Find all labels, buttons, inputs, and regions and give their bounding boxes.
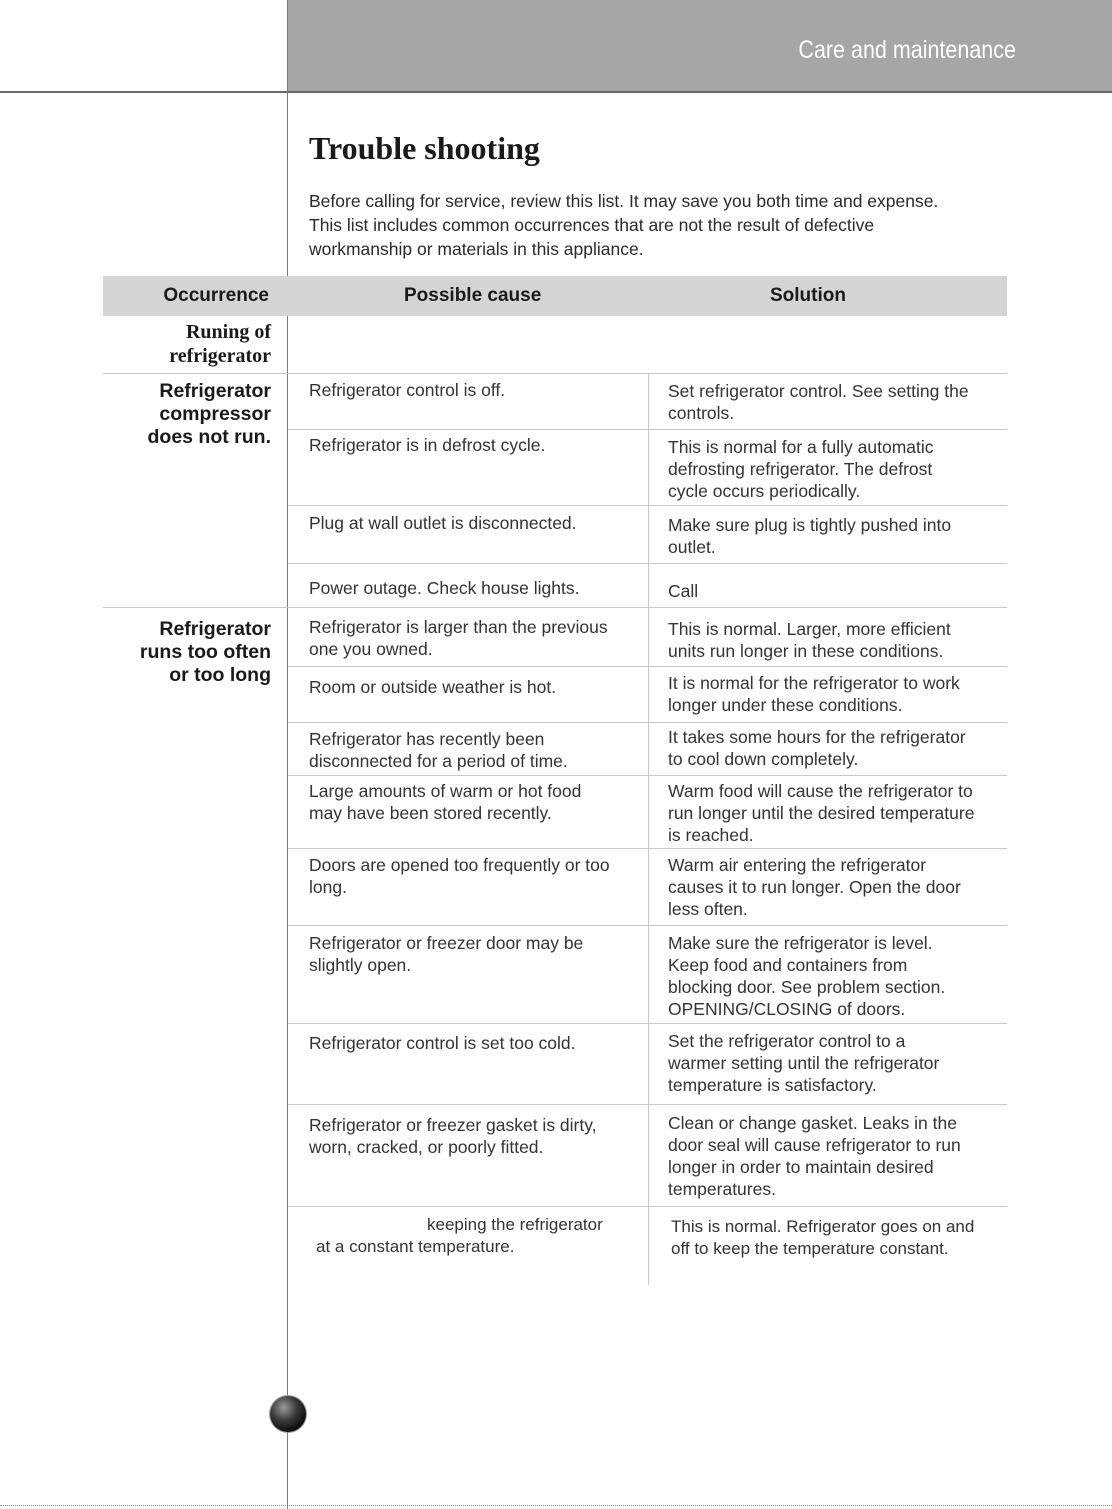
cause-cell <box>309 512 577 534</box>
page-bottom-rule <box>0 1505 1112 1506</box>
cause-line: Refrigerator is larger than the previous <box>309 617 608 637</box>
solution-line: run longer until the desired temperature <box>668 803 975 823</box>
solution-cell <box>668 436 934 502</box>
section-label-line: refrigerator <box>169 345 271 367</box>
cause-cell <box>309 577 579 599</box>
solution-cell <box>671 1216 974 1260</box>
solution-line: Clean or change gasket. Leaks in the <box>668 1113 957 1133</box>
occurrence-line: or too long <box>169 664 271 686</box>
cause-line: Refrigerator is in defrost cycle. <box>309 435 546 455</box>
cause-line: worn, cracked, or poorly fitted. <box>309 1137 544 1157</box>
solution-cell <box>668 672 960 716</box>
solution-line: longer in order to maintain desired <box>668 1157 934 1177</box>
cause-line: Refrigerator control is off. <box>309 380 506 400</box>
cause-line: slightly open. <box>309 955 412 975</box>
solution-line: It is normal for the refrigerator to work <box>668 673 960 693</box>
cause-cell <box>309 932 583 976</box>
cause-line: Refrigerator control is set too cold. <box>309 1033 576 1053</box>
occurrence-line: does not run. <box>147 426 271 448</box>
cause-line: one you owned. <box>309 639 433 659</box>
page-title: Trouble shooting <box>309 130 540 166</box>
cause-line: Doors are opened too frequently or too <box>309 855 610 875</box>
solution-cell <box>668 780 974 846</box>
solution-cell <box>668 854 961 920</box>
intro-paragraph <box>309 189 999 261</box>
solution-line: cycle occurs periodically. <box>668 481 861 501</box>
solution-line: units run longer in these conditions. <box>668 641 944 661</box>
solution-line: controls. <box>668 403 735 423</box>
solution-line: temperatures. <box>668 1179 776 1199</box>
cause-line: Refrigerator or freezer door may be <box>309 933 584 953</box>
cause-line: long. <box>309 877 347 897</box>
solution-line: Warm air entering the refrigerator <box>668 855 927 875</box>
intro-line: Before calling for service, review this list. It may save you both time and expense. <box>309 191 939 211</box>
cause-cell <box>309 379 505 401</box>
occurrence-line: runs too often <box>139 641 271 663</box>
row-divider <box>103 373 1007 374</box>
cause-line: at a constant temperature. <box>316 1237 515 1256</box>
cause-cell <box>309 434 545 456</box>
occurrence-line: compressor <box>159 403 271 425</box>
solution-cell <box>668 514 951 558</box>
cause-line: Room or outside weather is hot. <box>309 677 557 697</box>
solution-line: outlet. <box>668 537 716 557</box>
cause-cell <box>309 780 581 824</box>
section-label-line: Runing of <box>185 321 271 343</box>
header-occurrence: Occurrence <box>163 285 269 306</box>
solution-line: Set the refrigerator control to a <box>668 1031 906 1051</box>
solution-line: to cool down completely. <box>668 749 859 769</box>
header-band <box>288 0 1112 91</box>
solution-line: Call <box>668 581 699 601</box>
solution-line: Warm food will cause the refrigerator to <box>668 781 973 801</box>
solution-line: temperature is satisfactory. <box>668 1075 877 1095</box>
solution-line: Keep food and containers from <box>668 955 908 975</box>
solution-cell <box>668 932 945 1020</box>
solution-line: Make sure plug is tightly pushed into <box>668 515 952 535</box>
cause-line: disconnected for a period of time. <box>309 751 568 771</box>
occurrence-label <box>148 380 272 449</box>
solution-line: is reached. <box>668 825 754 845</box>
cause-cell <box>309 676 556 698</box>
cause-cell <box>316 1214 603 1258</box>
solution-cell <box>668 580 698 602</box>
solution-line: It takes some hours for the refrigerator <box>668 727 966 747</box>
cause-line: Refrigerator has recently been <box>309 729 545 749</box>
solution-cell <box>668 1112 961 1200</box>
cause-line: Large amounts of warm or hot food <box>309 781 582 801</box>
section-label <box>169 320 271 368</box>
solution-cell <box>668 726 966 770</box>
margin-rule <box>287 0 288 1509</box>
row-divider <box>103 607 1007 608</box>
solution-line: less often. <box>668 899 748 919</box>
solution-cell <box>668 1030 939 1096</box>
solution-line: door seal will cause refrigerator to run <box>668 1135 961 1155</box>
solution-line: defrosting refrigerator. The defrost <box>668 459 933 479</box>
intro-line: workmanship or materials in this appliance. <box>309 239 644 259</box>
section-title: Care and maintenance <box>798 36 1016 64</box>
solution-line: blocking door. See problem section. <box>668 977 946 997</box>
header-possible-cause: Possible cause <box>404 285 542 306</box>
table-header <box>103 276 1007 316</box>
cause-line: keeping the refrigerator <box>427 1215 603 1234</box>
cause-cell <box>309 1032 576 1054</box>
occurrence-line: Refrigerator <box>159 380 271 402</box>
column-divider <box>648 374 649 1285</box>
cause-cell <box>309 1114 597 1158</box>
cause-line: Plug at wall outlet is disconnected. <box>309 513 577 533</box>
cause-cell <box>309 854 610 898</box>
solution-line: This is normal. Refrigerator goes on and <box>671 1217 975 1236</box>
cause-cell <box>309 728 568 772</box>
cause-cell <box>309 616 608 660</box>
solution-line: This is normal for a fully automatic <box>668 437 934 457</box>
solution-line: longer under these conditions. <box>668 695 903 715</box>
solution-line: Make sure the refrigerator is level. <box>668 933 933 953</box>
solution-line: This is normal. Larger, more efficient <box>668 619 951 639</box>
solution-cell <box>668 380 969 424</box>
solution-line: OPENING/CLOSING of doors. <box>668 999 906 1019</box>
solution-line: warmer setting until the refrigerator <box>668 1053 940 1073</box>
cause-line: may have been stored recently. <box>309 803 552 823</box>
occurrence-label <box>140 618 271 687</box>
header-solution: Solution <box>770 285 846 306</box>
solution-line: off to keep the temperature constant. <box>671 1239 949 1258</box>
page-marker-bullet <box>270 1396 306 1432</box>
cause-line: Power outage. Check house lights. <box>309 578 580 598</box>
occurrence-line: Refrigerator <box>159 618 271 640</box>
solution-cell <box>668 618 951 662</box>
solution-line: causes it to run longer. Open the door <box>668 877 961 897</box>
intro-line: This list includes common occurrences that are not the result of defective <box>309 215 875 235</box>
solution-line: Set refrigerator control. See setting the <box>668 381 969 401</box>
cause-line: Refrigerator or freezer gasket is dirty, <box>309 1115 597 1135</box>
header-rule <box>0 91 1112 93</box>
